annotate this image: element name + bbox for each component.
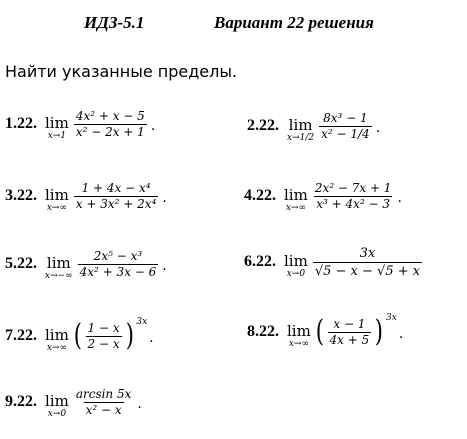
fraction: [313, 182, 394, 211]
numerator: 3x: [359, 245, 376, 261]
parenthesized-fraction: [72, 317, 148, 353]
problem-9: [5, 380, 142, 424]
limit-subscript: x→−∞: [45, 270, 73, 281]
left-paren: (: [315, 314, 324, 349]
period: .: [150, 118, 156, 134]
denominator: x² − x: [85, 402, 122, 417]
limit-subscript: x→0: [286, 268, 306, 279]
problem-3: [5, 174, 167, 218]
problem-number: 8.22.: [247, 323, 279, 340]
denominator: x + 3x² + 2x⁴: [75, 196, 157, 211]
numerator: arcsin 5x: [75, 386, 132, 401]
left-paren: (: [73, 318, 82, 353]
limit-subscript: x→1/2: [287, 132, 315, 143]
fraction: [319, 112, 372, 141]
problem-number: 5.22.: [5, 255, 37, 272]
problem-6: [244, 240, 424, 284]
numerator: x − 1: [333, 316, 366, 331]
limit-operator: [287, 115, 315, 143]
numerator: 2x⁵ − x³: [93, 248, 143, 263]
limit-operator: [45, 253, 73, 281]
limit-subscript: x→∞: [288, 338, 309, 349]
exponent: 3x: [136, 317, 148, 327]
period: .: [398, 326, 404, 342]
period: .: [162, 258, 167, 274]
header-code: ИДЗ-5.1: [84, 13, 145, 32]
limit-operator: [284, 185, 308, 213]
numerator: 1 − x: [87, 320, 120, 335]
limit-operator: [45, 113, 69, 141]
denominator: √5 − x − √5 + x: [314, 263, 421, 279]
limit-subscript: x→∞: [46, 202, 67, 213]
exponent: 3x: [386, 313, 397, 323]
lim-word: lim: [45, 185, 69, 204]
problem-4: [244, 174, 402, 218]
problem-number: 1.22.: [5, 115, 37, 132]
right-paren: ): [375, 314, 384, 349]
denominator: x² − 2x + 1: [75, 124, 145, 139]
limit-operator: [287, 321, 311, 349]
limit-operator: [284, 251, 308, 279]
problem-2: [247, 104, 380, 148]
lim-word: lim: [45, 391, 69, 410]
lim-word: lim: [284, 251, 308, 270]
parenthesized-fraction: [314, 313, 397, 349]
lim-word: lim: [284, 185, 308, 204]
denominator: 4x + 5: [329, 332, 370, 347]
right-paren: ): [125, 318, 134, 353]
task-instruction: Найти указанные пределы.: [5, 62, 238, 81]
limit-operator: [45, 325, 69, 353]
problem-7: [5, 314, 154, 358]
limit-subscript: x→∞: [285, 202, 306, 213]
limit-subscript: x→∞: [46, 342, 67, 353]
denominator: x³ + 4x² − 3: [316, 196, 391, 211]
problem-5: [5, 242, 167, 286]
limit-operator: [45, 185, 69, 213]
problem-number: 7.22.: [5, 327, 37, 344]
denominator: x² − 1/4: [321, 126, 370, 141]
problem-number: 9.22.: [5, 393, 37, 410]
numerator: 8x³ − 1: [323, 110, 368, 125]
numerator: 1 + 4x − x⁴: [81, 180, 151, 195]
fraction: [313, 246, 422, 279]
problem-1: [5, 102, 155, 146]
lim-word: lim: [45, 325, 69, 344]
fraction: [74, 110, 147, 139]
fraction: [74, 388, 134, 417]
period: .: [375, 120, 381, 136]
numerator: 4x² + x − 5: [75, 108, 145, 123]
problem-number: 3.22.: [5, 187, 37, 204]
limit-subscript: x→0: [47, 408, 67, 419]
numerator: 2x² − 7x + 1: [314, 180, 392, 195]
problem-8: [247, 310, 403, 354]
fraction: [86, 322, 122, 351]
limit-subscript: x→1: [47, 130, 67, 141]
fraction: [74, 182, 159, 211]
limit-operator: [45, 391, 69, 419]
problem-number: 4.22.: [244, 187, 276, 204]
period: .: [149, 330, 154, 346]
period: .: [162, 190, 167, 206]
lim-word: lim: [288, 115, 313, 134]
fraction: [78, 250, 159, 279]
fraction: [328, 318, 372, 347]
lim-word: lim: [46, 253, 71, 272]
problem-number: 6.22.: [244, 253, 276, 270]
problem-number: 2.22.: [247, 117, 279, 134]
lim-word: lim: [287, 321, 311, 340]
denominator: 4x² + 3x − 6: [79, 264, 157, 279]
period: .: [397, 190, 402, 206]
header-variant: Вариант 22 решения: [214, 13, 374, 32]
period: .: [137, 396, 142, 412]
lim-word: lim: [45, 113, 69, 132]
denominator: 2 − x: [87, 336, 120, 351]
